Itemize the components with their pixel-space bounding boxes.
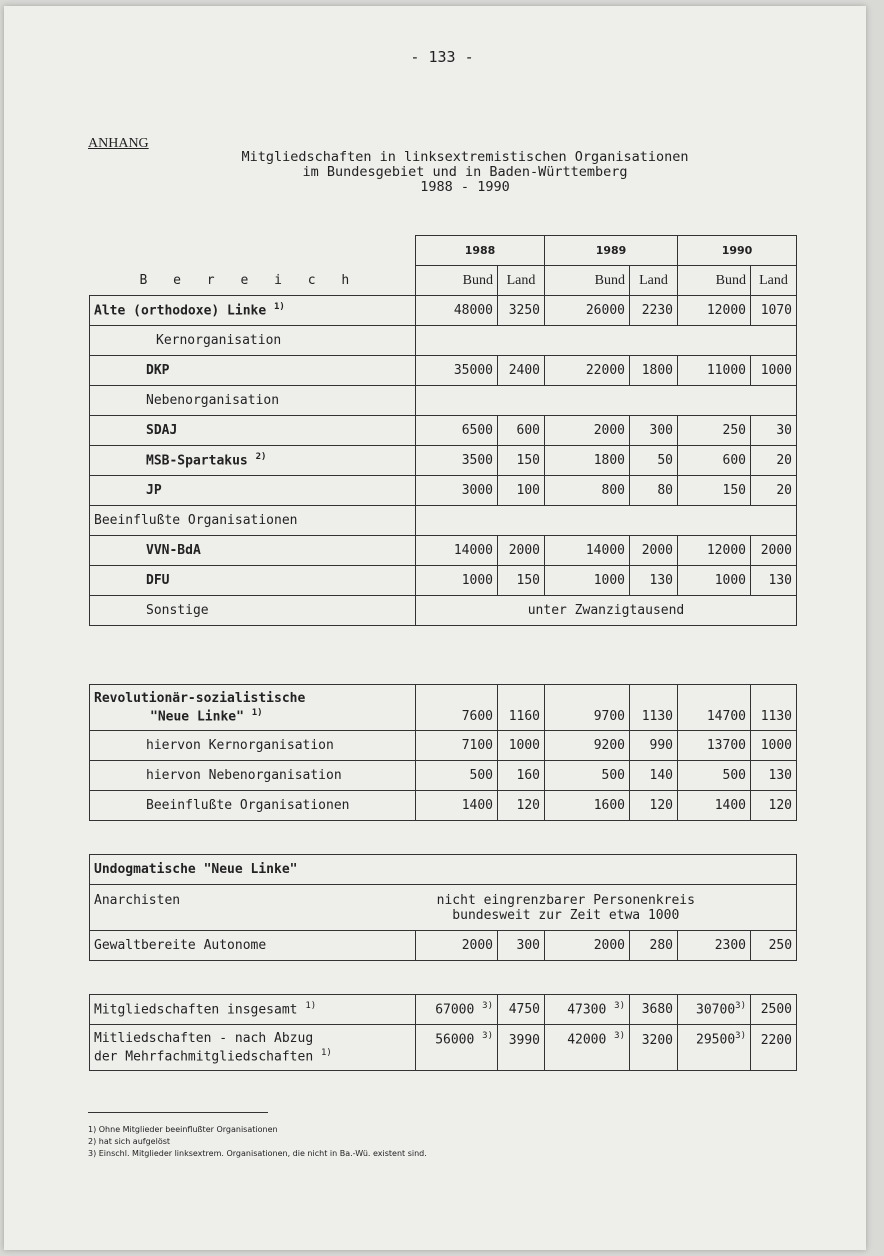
cell: 3200: [630, 1025, 678, 1071]
cell: 300: [498, 931, 545, 961]
cell: 56000 $^{3)}$: [416, 1025, 498, 1071]
cell: 2200: [751, 1025, 797, 1071]
table-row: [90, 536, 797, 566]
row-label: Mitgliedschaften insgesamt $^{1)}$: [90, 995, 416, 1025]
cell: 26000: [545, 296, 630, 326]
cell: 3990: [498, 1025, 545, 1071]
row-label: SDAJ: [90, 416, 416, 446]
cell: 250: [751, 931, 797, 961]
bereich-label: B e r e i c h: [90, 266, 416, 296]
cell: 1600: [545, 791, 630, 821]
cell: 500: [678, 761, 751, 791]
cell: 1000: [498, 731, 545, 761]
cell: 100: [498, 476, 545, 506]
table-row: [90, 566, 797, 596]
row-label: hiervon Nebenorganisation: [90, 761, 416, 791]
title-line-2: im Bundesgebiet und in Baden-Württemberg: [302, 164, 628, 180]
table-row: [90, 506, 797, 536]
cell: 12000: [678, 296, 751, 326]
row-label: JP: [90, 476, 416, 506]
row-label: VVN-BdA: [90, 536, 416, 566]
cell: 500: [416, 761, 498, 791]
cell: 14000: [416, 536, 498, 566]
row-label: Gewaltbereite Autonome: [90, 931, 416, 961]
cell: 120: [498, 791, 545, 821]
year-header: 1989: [545, 236, 678, 266]
table-row: [90, 791, 797, 821]
cell: 150: [678, 476, 751, 506]
cell: 3680: [630, 995, 678, 1025]
cell: 7100: [416, 731, 498, 761]
cell: 2000: [416, 931, 498, 961]
cell: 130: [630, 566, 678, 596]
table-totals: [89, 994, 797, 1071]
table-row: [90, 476, 797, 506]
cell: 150: [498, 566, 545, 596]
row-label: hiervon Kernorganisation: [90, 731, 416, 761]
cell: 50: [630, 446, 678, 476]
cell: 130: [751, 566, 797, 596]
cell: 1130: [630, 685, 678, 731]
table-row: [90, 885, 797, 931]
row-label: Sonstige: [90, 596, 416, 626]
cell: 9200: [545, 731, 630, 761]
footnote-divider: [88, 1112, 268, 1113]
document-title: [140, 150, 790, 195]
cell: 1000: [545, 566, 630, 596]
cell: 280: [630, 931, 678, 961]
table-row: [90, 386, 797, 416]
cell: 12000: [678, 536, 751, 566]
row-label: MSB-Spartakus $^{2)}$: [90, 446, 416, 476]
anhang-heading: ANHANG: [88, 136, 149, 151]
anarchisten-note: nicht eingrenzbarer Personenkreis bundesweit zur Zeit etwa 1000: [416, 885, 797, 931]
cell: 500: [545, 761, 630, 791]
cell: 20: [751, 476, 797, 506]
cell: 48000: [416, 296, 498, 326]
cell: 120: [630, 791, 678, 821]
cell: 2400: [498, 356, 545, 386]
page-number: - 133 -: [410, 48, 474, 66]
cell: 1800: [545, 446, 630, 476]
cell: 1000: [751, 731, 797, 761]
cell: 140: [630, 761, 678, 791]
cell: 13700: [678, 731, 751, 761]
cell: 2000: [498, 536, 545, 566]
cell: 2000: [545, 931, 630, 961]
cell: 1000: [678, 566, 751, 596]
bund-header: Bund: [678, 266, 751, 296]
row-label: Kernorganisation: [90, 326, 416, 356]
table-row: [90, 446, 797, 476]
row-label: Mitliedschaften - nach Abzug der Mehrfachmitgliedschaften $^{1)}$: [90, 1025, 416, 1071]
cell: 80: [630, 476, 678, 506]
table-row: [90, 326, 797, 356]
cell: 2000: [630, 536, 678, 566]
cell: 150: [498, 446, 545, 476]
footnotes: [88, 1124, 427, 1160]
cell: 600: [498, 416, 545, 446]
table-row: [90, 1025, 797, 1071]
cell: 2000: [545, 416, 630, 446]
table-orthodox-left: [89, 235, 797, 626]
table-row: [90, 596, 797, 626]
cell: 160: [498, 761, 545, 791]
cell: 1400: [678, 791, 751, 821]
cell: 6500: [416, 416, 498, 446]
cell: 2230: [630, 296, 678, 326]
cell: 800: [545, 476, 630, 506]
cell: 1400: [416, 791, 498, 821]
row-label: Beeinflußte Organisationen: [90, 791, 416, 821]
table-row: [90, 931, 797, 961]
table-row: [90, 356, 797, 386]
footnote: 1) Ohne Mitglieder beeinflußter Organisationen: [88, 1125, 278, 1134]
bund-header: Bund: [545, 266, 630, 296]
cell: 2500: [751, 995, 797, 1025]
cell: 14700: [678, 685, 751, 731]
cell: 1130: [751, 685, 797, 731]
table-row: [90, 761, 797, 791]
row-label: DFU: [90, 566, 416, 596]
cell: 14000: [545, 536, 630, 566]
cell: 29500$^{3)}$: [678, 1025, 751, 1071]
cell: 2300: [678, 931, 751, 961]
cell: 7600: [416, 685, 498, 731]
year-header: 1988: [416, 236, 545, 266]
table-row: [90, 685, 797, 731]
cell: 22000: [545, 356, 630, 386]
cell: 42000 $^{3)}$: [545, 1025, 630, 1071]
footnote: 3) Einschl. Mitglieder linksextrem. Organisationen, die nicht in Ba.-Wü. existent sind.: [88, 1149, 427, 1158]
cell: 600: [678, 446, 751, 476]
cell: 130: [751, 761, 797, 791]
row-label: Nebenorganisation: [90, 386, 416, 416]
sonstige-note: unter Zwanzigtausend: [416, 596, 797, 626]
table-revolutionary-left: [89, 684, 797, 821]
cell: 250: [678, 416, 751, 446]
land-header: Land: [630, 266, 678, 296]
table-row: [90, 855, 797, 885]
cell: 120: [751, 791, 797, 821]
cell: 11000: [678, 356, 751, 386]
row-label: Anarchisten: [90, 885, 416, 931]
cell: 67000 $^{3)}$: [416, 995, 498, 1025]
row-label: Revolutionär-sozialistische "Neue Linke" $^{1)}$: [90, 685, 416, 731]
table-row: [90, 416, 797, 446]
footnote: 2) hat sich aufgelöst: [88, 1137, 171, 1146]
row-label: Alte (orthodoxe) Linke $^{1)}$: [90, 296, 416, 326]
row-label: DKP: [90, 356, 416, 386]
cell: 990: [630, 731, 678, 761]
cell: 47300 $^{3)}$: [545, 995, 630, 1025]
cell: 30: [751, 416, 797, 446]
table-row: [90, 731, 797, 761]
cell: 35000: [416, 356, 498, 386]
table-undogmatic-left: [89, 854, 797, 961]
cell: 3500: [416, 446, 498, 476]
cell: 3250: [498, 296, 545, 326]
section-header: Undogmatische "Neue Linke": [90, 855, 797, 885]
cell: 2000: [751, 536, 797, 566]
cell: 4750: [498, 995, 545, 1025]
row-label: Beeinflußte Organisationen: [90, 506, 416, 536]
title-line-1: Mitgliedschaften in linksextremistischen Organisationen: [241, 149, 689, 165]
table-row: [90, 995, 797, 1025]
bund-header: Bund: [416, 266, 498, 296]
cell: 300: [630, 416, 678, 446]
cell: 1160: [498, 685, 545, 731]
title-line-3: 1988 - 1990: [420, 179, 510, 195]
cell: 30700$^{3)}$: [678, 995, 751, 1025]
cell: 1000: [751, 356, 797, 386]
land-header: Land: [751, 266, 797, 296]
cell: 1070: [751, 296, 797, 326]
cell: 1000: [416, 566, 498, 596]
cell: 1800: [630, 356, 678, 386]
cell: 20: [751, 446, 797, 476]
cell: 9700: [545, 685, 630, 731]
table-row: [90, 296, 797, 326]
cell: 3000: [416, 476, 498, 506]
year-header: 1990: [678, 236, 797, 266]
land-header: Land: [498, 266, 545, 296]
